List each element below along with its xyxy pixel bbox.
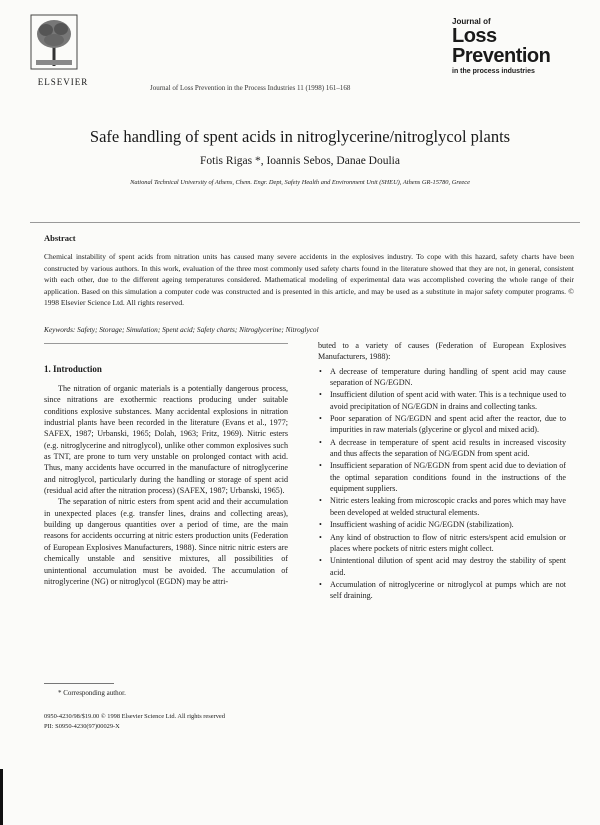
abstract-heading: Abstract bbox=[44, 233, 76, 243]
right-continuation: buted to a variety of causes (Federation of European Explosives Manufacturers, 1988): bbox=[318, 341, 566, 362]
list-item: • A decrease of temperature during handling of spent acid may cause separation of NG/EGDN. bbox=[318, 366, 566, 389]
article-authors: Fotis Rigas *, Ioannis Sebos, Danae Doulia bbox=[200, 155, 400, 167]
list-item: • Accumulation of nitroglycerine or nitroglycol at pumps which are not self draining. bbox=[318, 579, 566, 602]
left-column bbox=[44, 383, 288, 587]
divider-top bbox=[30, 222, 580, 223]
list-item: • Nitric esters leaking from microscopic cracks and pores which may have been developed at welded structural elements. bbox=[318, 495, 566, 518]
list-item: • Insufficient washing of acidic NG/EGDN (stabilization). bbox=[318, 519, 566, 530]
footnote: * Corresponding author. bbox=[58, 689, 126, 697]
journal-logo-line1: Journal of bbox=[452, 17, 491, 26]
keywords: Keywords: Safety; Storage; Simulation; Spent acid; Safety charts; Nitroglycerine; Nitroglycol bbox=[44, 325, 319, 334]
scan-edge-bar bbox=[0, 769, 3, 825]
journal-logo-line3: Prevention bbox=[452, 45, 551, 67]
article-title: Safe handling of spent acids in nitroglycerine/nitroglycol plants bbox=[89, 127, 511, 146]
footnote-rule bbox=[44, 683, 114, 684]
publisher-name: ELSEVIER bbox=[37, 77, 89, 87]
divider-bottom bbox=[44, 343, 288, 344]
journal-logo bbox=[452, 18, 552, 75]
list-item: • A decrease in temperature of spent acid results in increased viscosity and thus affects the separation of NG/EGDN from spent acid. bbox=[318, 437, 566, 460]
journal-logo-line4: in the process industries bbox=[452, 68, 535, 75]
intro-paragraph-1: The nitration of organic materials is a potentially dangerous process, since nitrations are exothermic reactions producing under suitable conditions explosive substances. Many accidental explosions in nitration industrial plants have been recorded in the literature (Evans et al., 1977; SAFEX, 1987; Urbanski, 1965; Dolah, 1963; Fritz, 1969). Nitric esters (e.g. nitroglycerine and nitroglycol), unlike other common explosives such as TNT, are prone to turn very unstable on prolonged contact with acid. Thus, many accidents have occurred in the manufacture of nitroglycerine and nitroglycol, particularly during the handling or storage of spent acid (residual acid after the nitration process) (SAFEX, 1987; Urbanski, 1965). bbox=[44, 384, 288, 496]
list-item: • Any kind of obstruction to flow of nitric esters/spent acid emulsion or places where pockets of nitric esters might collect. bbox=[318, 532, 566, 555]
list-item: • Insufficient dilution of spent acid with water. This is a technique used to avoid precipitation of NG/EGDN in drains and collecting tanks. bbox=[318, 389, 566, 412]
intro-paragraph-2: The separation of nitric esters from spent acid and their accumulation in unexpected places (e.g. transfer lines, drains and collecting areas), building up dangerous quantities over a period of time, are the main reasons for accidents occurring at nitric esters production units (Federation of European Explosives Manufacturers, 1988). Since nitric nitric esters are chemically unstable and sensitive mixtures, all possibilities of unintentional accumulation must be avoided. The accumulation of nitroglycerine (NG) or nitroglycol (EGDN) may be attri- bbox=[44, 497, 288, 586]
pii-line: PII: S0950-4230(97)00029-X bbox=[44, 723, 120, 730]
journal-reference: Journal of Loss Prevention in the Process Industries 11 (1998) 161–168 bbox=[150, 84, 351, 92]
list-item: • Poor separation of NG/EGDN and spent acid after the reactor, due to impurities in raw materials (glycerine or glycol and mixed acid). bbox=[318, 413, 566, 436]
causes-list bbox=[318, 366, 566, 602]
section-heading: 1. Introduction bbox=[44, 364, 102, 374]
elsevier-logo bbox=[30, 14, 96, 96]
article-affiliation: National Technical University of Athens, Chem. Engr. Dept, Safety Health and Environment Unit (SHEU), Athens GR-15780, Greece bbox=[130, 179, 470, 186]
abstract-text: Chemical instability of spent acids from nitration units has caused many severe accidents in the explosives industry. To cope with this hazard, safety charts have been constructed by various authors. In this work, evaluation of the three most commonly used safety charts found in the literature showed that they are not, in general, consistent with each other, due to the different ageing temperatures considered. Mathematical modeling of experimental data was accomplished covering the whole range of their application. Based on this simulation a computer code was constructed and is presented in this article, and may be used as a substitute in major safety computer programs. © 1998 Elsevier Science Ltd. All rights reserved. bbox=[44, 252, 574, 308]
journal-logo-line2: Loss bbox=[452, 25, 497, 47]
list-item: • Insufficient separation of NG/EGDN from spent acid due to deviation of the optimal separation conditions found in the instructions of the equipment suppliers. bbox=[318, 460, 566, 494]
elsevier-tree-icon bbox=[30, 14, 78, 70]
right-column bbox=[318, 340, 566, 603]
list-item: • Unintentional dilution of spent acid may destroy the stability of spent acid. bbox=[318, 555, 566, 578]
copyright-line: 0950-4230/98/$19.00 © 1998 Elsevier Science Ltd. All rights reserved bbox=[44, 713, 225, 720]
copyright-block bbox=[44, 712, 294, 732]
